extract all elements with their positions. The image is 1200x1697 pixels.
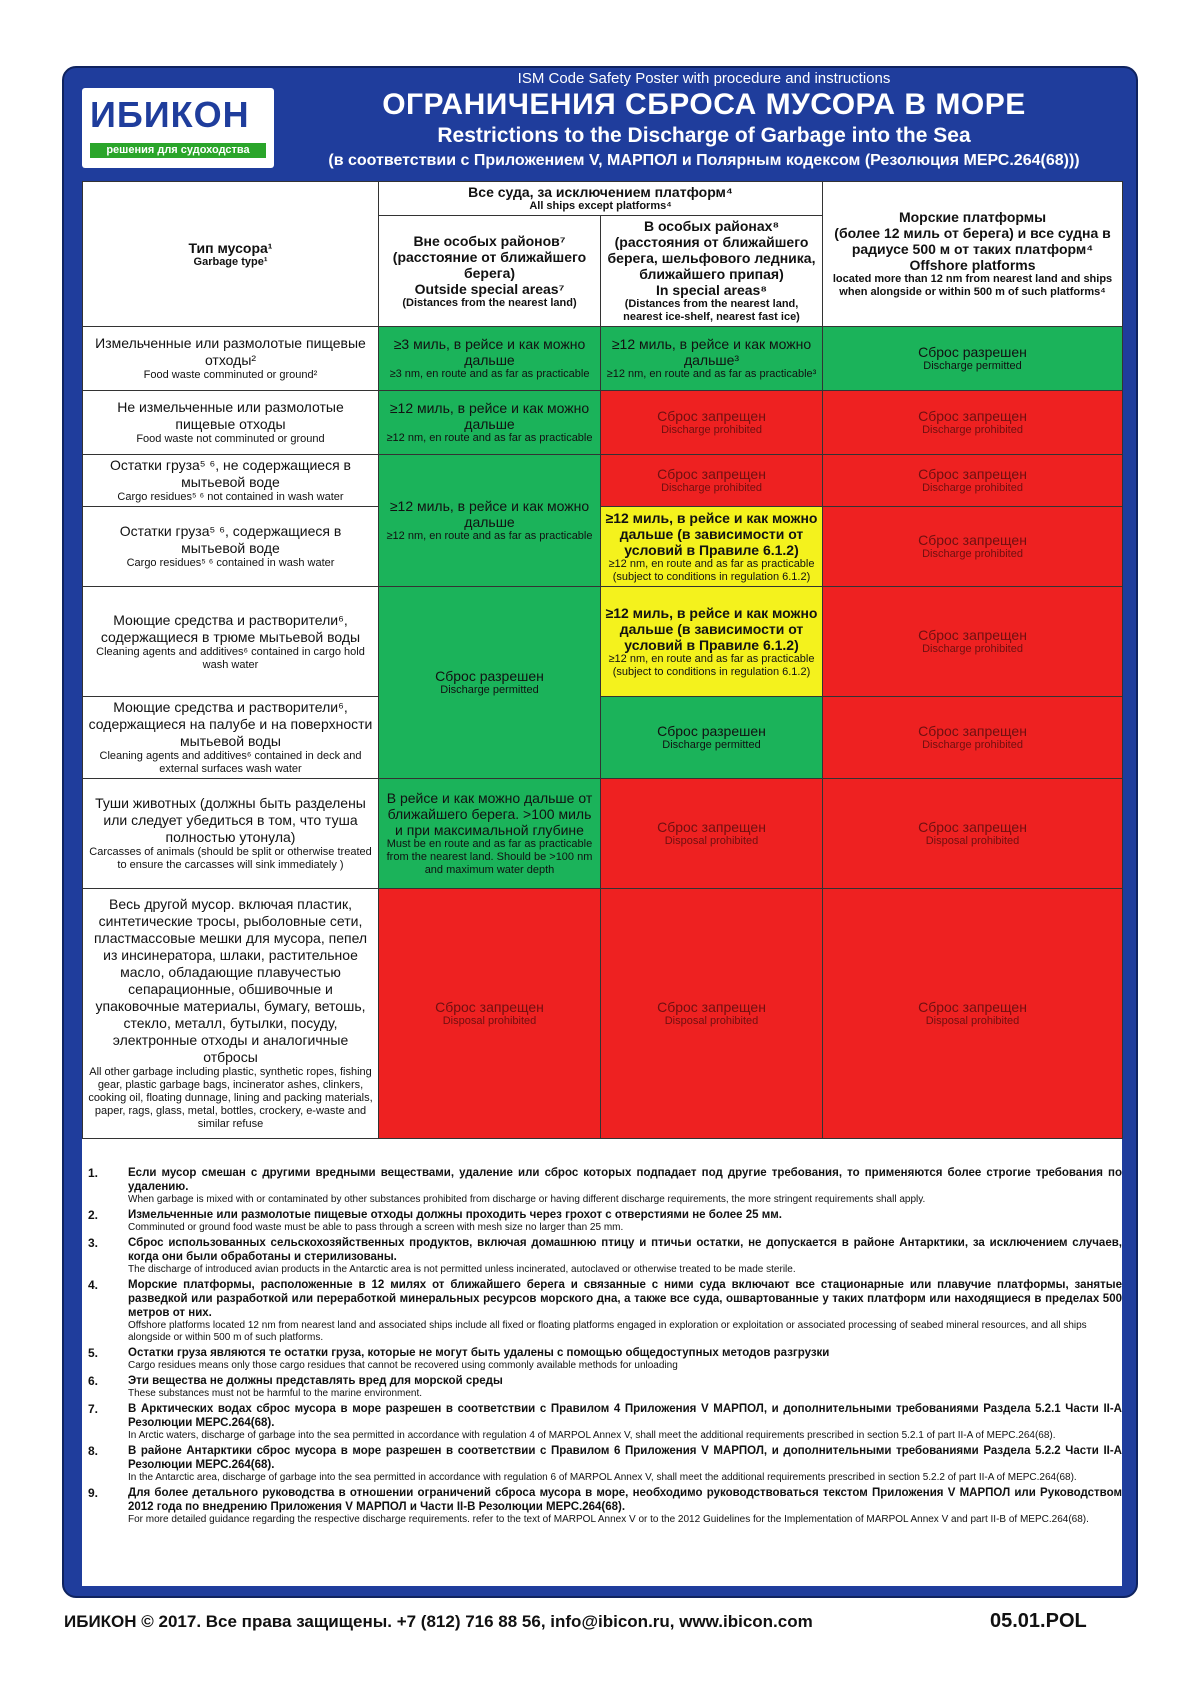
special-ru2: (расстояния от ближайшего берега, шельфового ледника, ближайшего припая) xyxy=(607,234,816,282)
type-ru: Туши животных (должны быть разделены или следует убедиться в том, что туша полностью утонула) xyxy=(95,795,366,845)
cell-ru: Сброс запрещен xyxy=(918,819,1027,835)
footnote xyxy=(82,1486,1122,1526)
cell-en: ≥12 nm, en route and as far as practicable (subject to conditions in regulation 6.1.2) xyxy=(608,557,815,583)
cell-ru: Сброс разрешен xyxy=(918,344,1027,360)
cell-en: ≥12 nm, en route and as far as practicable xyxy=(386,530,593,542)
cell-en: Disposal prohibited xyxy=(925,835,1020,847)
type-en: Food waste not comminuted or ground xyxy=(136,433,325,445)
type-ru: Не измельченные или размолотые пищевые отходы xyxy=(117,399,344,432)
cell-ru: Сброс запрещен xyxy=(657,466,766,482)
footnote-number: 6. xyxy=(88,1374,99,1388)
footnote-ru: Морские платформы, расположенные в 12 милях от ближайшего берега и связанные с ними суда включают все стационарные или плавучие платформы, занятые разведкой или разработкой или переработкой минеральных ресурсов морского дна, а также все суда, ошвартованные у таких платформ или находящиеся в пределах 500 метров от них. xyxy=(128,1279,1122,1319)
cell-platform xyxy=(823,889,1123,1139)
page-title-en: Restrictions to the Discharge of Garbage into the Sea xyxy=(437,124,971,147)
footnote-ru: Остатки груза являются те остатки груза, которые не могут быть удалены с помощью общедоступных методов разгрузки xyxy=(128,1347,830,1359)
cell-platform xyxy=(823,587,1123,697)
footnote-en: These substances must not be harmful to the marine environment. xyxy=(128,1388,423,1399)
footnote-ru: Если мусор смешан с другими вредными веществами, удаление или сброс которых подпадает под другие требования, то применяются более строгие требования по удалению. xyxy=(128,1167,1122,1193)
platform-en: Offshore platforms xyxy=(909,257,1036,273)
cell-en: ≥12 nm, en route and as far as practicable xyxy=(386,432,593,444)
cell-platform xyxy=(823,507,1123,587)
platform-en2: located more than 12 nm from nearest land and ships when alongside or within 500 m of such platforms⁴ xyxy=(832,273,1113,298)
logo-tagline: решения для судоходства xyxy=(90,143,266,158)
poster-header xyxy=(64,68,1136,186)
cell-platform xyxy=(823,697,1123,779)
type-ru: Моющие средства и растворители⁶, содержащиеся в трюме мытьевой воды xyxy=(100,611,361,645)
col-header-type-en: Garbage type¹ xyxy=(193,255,268,268)
logo-text: ИБИКОН xyxy=(90,94,250,135)
footnotes xyxy=(82,1166,1122,1528)
cell-en: Discharge prohibited xyxy=(922,643,1023,655)
type-en: Cleaning agents and additives⁶ contained in cargo hold wash water xyxy=(96,645,365,671)
footnote-en: Comminuted or ground food waste must be able to pass through a screen with mesh size no larger than 25 mm. xyxy=(128,1222,624,1233)
footnote-number: 5. xyxy=(88,1346,99,1360)
type-en: Food waste comminuted or ground² xyxy=(143,369,318,381)
cell-en: Disposal prohibited xyxy=(664,835,759,847)
cell-ru: Сброс разрешен xyxy=(657,723,766,739)
footnote xyxy=(82,1444,1122,1484)
col-header-all-ships xyxy=(379,182,823,216)
cell-ru: Сброс запрещен xyxy=(918,408,1027,424)
footnote-number: 4. xyxy=(88,1278,99,1292)
cell-special xyxy=(601,779,823,889)
cell-ru: ≥12 миль, в рейсе и как можно дальше xyxy=(389,498,590,530)
col-header-all-ru: Все суда, за исключением платформ⁴ xyxy=(468,184,733,200)
table-row-type xyxy=(83,507,379,587)
page-title-ru: ОГРАНИЧЕНИЯ СБРОСА МУСОРА В МОРЕ xyxy=(382,88,1026,121)
type-ru: Моющие средства и растворители⁶, содержащиеся на палубе и на поверхности мытьевой воды xyxy=(88,699,373,749)
cell-en: ≥3 nm, en route and as far as practicable xyxy=(389,368,590,380)
type-en: Carcasses of animals (should be split or otherwise treated to ensure the carcasses will sink immediately ) xyxy=(89,846,372,871)
footnote xyxy=(82,1166,1122,1206)
footnote-number: 7. xyxy=(88,1402,99,1416)
outside-ru: Вне особых районов⁷ xyxy=(413,232,566,249)
cell-en: Discharge prohibited xyxy=(922,739,1023,751)
footnote-number: 1. xyxy=(88,1166,99,1180)
footnote xyxy=(82,1374,1122,1400)
cell-ru: Сброс запрещен xyxy=(918,723,1027,739)
footnote xyxy=(82,1278,1122,1344)
table-row-type xyxy=(83,697,379,779)
cell-outside xyxy=(379,391,601,455)
cell-outside xyxy=(379,327,601,391)
type-ru: Весь другой мусор. включая пластик, синтетические тросы, рыболовные сети, пластмассовые мешки для мусора, пепел из инсинератора, шлаки, растительное масло, обладающие плавучестью сепарационные, обшивочные и упаковочные материалы, бумагу, ветошь, стекло, металл, бутылки, посуду, электронные отходы и аналогичные отбросы xyxy=(93,896,368,1065)
footnote-en: Offshore platforms located 12 nm from nearest land and associated ships include all fixed or floating platforms engaged in exploration or exploitation or associated processing of seabed mineral resources, and all ships alongside or within 500 m of such platforms. xyxy=(128,1320,1087,1343)
footer-code: 05.01.POL xyxy=(990,1610,1087,1632)
type-en: Cleaning agents and additives⁶ contained in deck and external surfaces wash water xyxy=(99,750,362,775)
cell-en: Discharge permitted xyxy=(662,739,761,751)
poster-frame xyxy=(62,66,1138,1598)
footnote xyxy=(82,1346,1122,1372)
cell-special xyxy=(601,327,823,391)
col-header-platforms xyxy=(823,182,1123,327)
special-ru: В особых районах⁸ xyxy=(643,218,780,234)
header-small-title: ISM Code Safety Poster with procedure and instructions xyxy=(517,70,891,87)
cell-ru: В рейсе и как можно дальше от ближайшего берега. >100 миль и при максимальной глубине xyxy=(386,790,593,838)
table-row-type xyxy=(83,327,379,391)
cell-platform xyxy=(823,779,1123,889)
cell-special xyxy=(601,455,823,507)
footnote-number: 9. xyxy=(88,1486,99,1500)
footnote-ru: В Арктических водах сброс мусора в море разрешен в соответствии с Правилом 4 Приложения V МАРПОЛ, и дополнительными требованиями Раздела 5.2.1 Части II-A Резолюции МЕРС.264(68). xyxy=(128,1403,1122,1429)
type-ru: Остатки груза⁵ ⁶, содержащиеся в мытьевой воде xyxy=(119,523,342,556)
cell-en: Discharge prohibited xyxy=(922,424,1023,436)
footnote-number: 3. xyxy=(88,1236,99,1250)
footnote-ru: Измельченные или размолотые пищевые отходы должны проходить через грохот с отверстиями не более 25 мм. xyxy=(128,1209,782,1221)
footnote xyxy=(82,1236,1122,1276)
table-row-type xyxy=(83,779,379,889)
cell-ru: ≥12 миль, в рейсе и как можно дальше³ xyxy=(611,336,812,368)
table-row-type xyxy=(83,587,379,697)
cell-ru: ≥12 миль, в рейсе и как можно дальше (в зависимости от условий в Правиле 6.1.2) xyxy=(605,509,818,558)
cell-special xyxy=(601,587,823,697)
table-row-type xyxy=(83,889,379,1139)
footnote-ru: Эти вещества не должны представлять вред для морской среды xyxy=(128,1375,503,1387)
cell-en: Disposal prohibited xyxy=(442,1015,537,1027)
cell-ru: ≥12 миль, в рейсе и как можно дальше xyxy=(389,400,590,432)
platform-ru2: (более 12 миль от берега) и все судна в радиусе 500 м от таких платформ⁴ xyxy=(834,225,1111,257)
special-en2: (Distances from the nearest land, nearest ice-shelf, nearest fast ice) xyxy=(623,298,800,323)
cell-ru: Сброс запрещен xyxy=(657,819,766,835)
footnote xyxy=(82,1208,1122,1234)
platform-ru: Морские платформы xyxy=(898,209,1047,225)
cell-platform xyxy=(823,391,1123,455)
cell-en: Discharge permitted xyxy=(440,684,539,696)
cell-special xyxy=(601,697,823,779)
type-en: All other garbage including plastic, synthetic ropes, fishing gear, plastic garbage bags, incinerator ashes, clinkers, cooking oil, floating dunnage, lining and packing materials, paper, rags, glass, metal, bottles, crockery, e-waste and similar refuse xyxy=(88,1066,373,1130)
footnote xyxy=(82,1402,1122,1442)
footnote-en: Cargo residues means only those cargo residues that cannot be recovered using commonly available methods for unloading xyxy=(128,1360,678,1371)
type-en: Cargo residues⁵ ⁶ contained in wash water xyxy=(126,557,335,569)
col-header-garbage-type xyxy=(83,182,379,327)
col-header-special xyxy=(601,216,823,327)
cell-ru: Сброс запрещен xyxy=(918,999,1027,1015)
cell-ru: Сброс разрешен xyxy=(435,668,544,684)
cell-en: ≥12 nm, en route and as far as practicable (subject to conditions in regulation 6.1.2) xyxy=(608,652,815,678)
cell-en: Disposal prohibited xyxy=(664,1015,759,1027)
cell-en: Disposal prohibited xyxy=(925,1015,1020,1027)
special-en: In special areas⁸ xyxy=(656,282,767,298)
outside-en2: (Distances from the nearest land) xyxy=(402,296,577,309)
cell-special xyxy=(601,889,823,1139)
footnote-en: In Arctic waters, discharge of garbage into the sea permitted in accordance with regulation 4 of MARPOL Annex V, shall meet the additional requirements prescribed in section 5.2.1 of part II-A of MEPC.264(68). xyxy=(128,1430,1056,1441)
cell-en: Discharge prohibited xyxy=(661,482,762,494)
footnote-en: When garbage is mixed with or contaminated by other substances prohibited from discharge or having different discharge requirements, the more stringent requirements shall apply. xyxy=(128,1194,926,1205)
cell-outside xyxy=(379,587,601,779)
cell-special xyxy=(601,391,823,455)
col-header-type-ru: Тип мусора¹ xyxy=(188,239,273,256)
footnote-en: The discharge of introduced avian products in the Antarctic area is not permitted unless incinerated, autoclaved or otherwise treated to be made sterile. xyxy=(128,1264,796,1275)
footnote-en: For more detailed guidance regarding the respective discharge requirements. refer to the text of MARPOL Annex V or to the 2012 Guidelines for the Implementation of MARPOL Annex V and part II-B of MEPC.264(68). xyxy=(128,1514,1089,1525)
cell-outside xyxy=(379,455,601,587)
cell-platform xyxy=(823,327,1123,391)
type-ru: Измельченные или размолотые пищевые отходы² xyxy=(95,335,366,368)
type-ru: Остатки груза⁵ ⁶, не содержащиеся в мытьевой воде xyxy=(109,457,351,490)
col-header-all-en: All ships except platforms⁴ xyxy=(529,200,672,212)
outside-ru2: (расстояние от ближайшего берега) xyxy=(392,248,587,281)
footnote-en: In the Antarctic area, discharge of garbage into the sea permitted in accordance with regulation 6 of MARPOL Annex V, shall meet the additional requirements prescribed in section 5.2.2 of part II-A of MEPC.264(68). xyxy=(128,1472,1077,1483)
cell-ru: Сброс запрещен xyxy=(435,999,544,1015)
cell-ru: ≥12 миль, в рейсе и как можно дальше (в зависимости от условий в Правиле 6.1.2) xyxy=(605,604,818,653)
footnote-ru: Для более детального руководства в отношении ограничений сброса мусора в море, необходимо руководствоваться текстом Приложения V МАРПОЛ или Руководством 2012 года по внедрению Приложения V МАРПОЛ и Части II-В Резолюции МЕРС.264(68). xyxy=(128,1487,1122,1513)
col-header-outside xyxy=(379,216,601,327)
cell-en: ≥12 nm, en route and as far as practicable³ xyxy=(606,368,817,380)
cell-en: Discharge permitted xyxy=(923,360,1022,372)
footnote-ru: В районе Антарктики сброс мусора в море разрешен в соответствии с Правилом 6 Приложения V МАРПОЛ, и дополнительными требованиями Раздела 5.2.2 Части II-A Резолюции МЕРС.264(68). xyxy=(128,1445,1122,1471)
cell-ru: Сброс запрещен xyxy=(918,466,1027,482)
footer-copyright: ИБИКОН © 2017. Все права защищены. +7 (812) 716 88 56, info@ibicon.ru, www.ibicon.com xyxy=(64,1612,813,1631)
table-row-type xyxy=(83,391,379,455)
garbage-table xyxy=(82,181,1123,1139)
cell-en: Discharge prohibited xyxy=(922,482,1023,494)
outside-en: Outside special areas⁷ xyxy=(414,280,565,297)
cell-en: Discharge prohibited xyxy=(661,424,762,436)
table-row-type xyxy=(83,455,379,507)
cell-ru: Сброс запрещен xyxy=(657,999,766,1015)
cell-en: Must be en route and as far as practicable from the nearest land. Should be >100 nm and maximum water depth xyxy=(386,838,593,876)
cell-en: Discharge prohibited xyxy=(922,548,1023,560)
ibicon-logo xyxy=(82,88,274,168)
cell-platform xyxy=(823,455,1123,507)
cell-ru: Сброс запрещен xyxy=(657,408,766,424)
footnote-number: 8. xyxy=(88,1444,99,1458)
page-subtitle: (в соответствии с Приложением V, МАРПОЛ и Полярным кодексом (Резолюция МЕРС.264(68))) xyxy=(328,152,1080,169)
cell-outside xyxy=(379,889,601,1139)
content-panel xyxy=(82,181,1122,1586)
cell-special xyxy=(601,507,823,587)
type-en: Cargo residues⁵ ⁶ not contained in wash water xyxy=(117,491,344,503)
cell-outside xyxy=(379,779,601,889)
footnote-ru: Сброс использованных сельскохозяйственных продуктов, включая домашнюю птицу и птичьи остатки, не допускается в районе Антарктики, за исключением случаев, когда они были обработаны и стерилизованы. xyxy=(128,1237,1122,1263)
cell-ru: Сброс запрещен xyxy=(918,627,1027,643)
cell-ru: ≥3 миль, в рейсе и как можно дальше xyxy=(393,336,586,368)
footnote-number: 2. xyxy=(88,1208,99,1222)
cell-ru: Сброс запрещен xyxy=(918,532,1027,548)
